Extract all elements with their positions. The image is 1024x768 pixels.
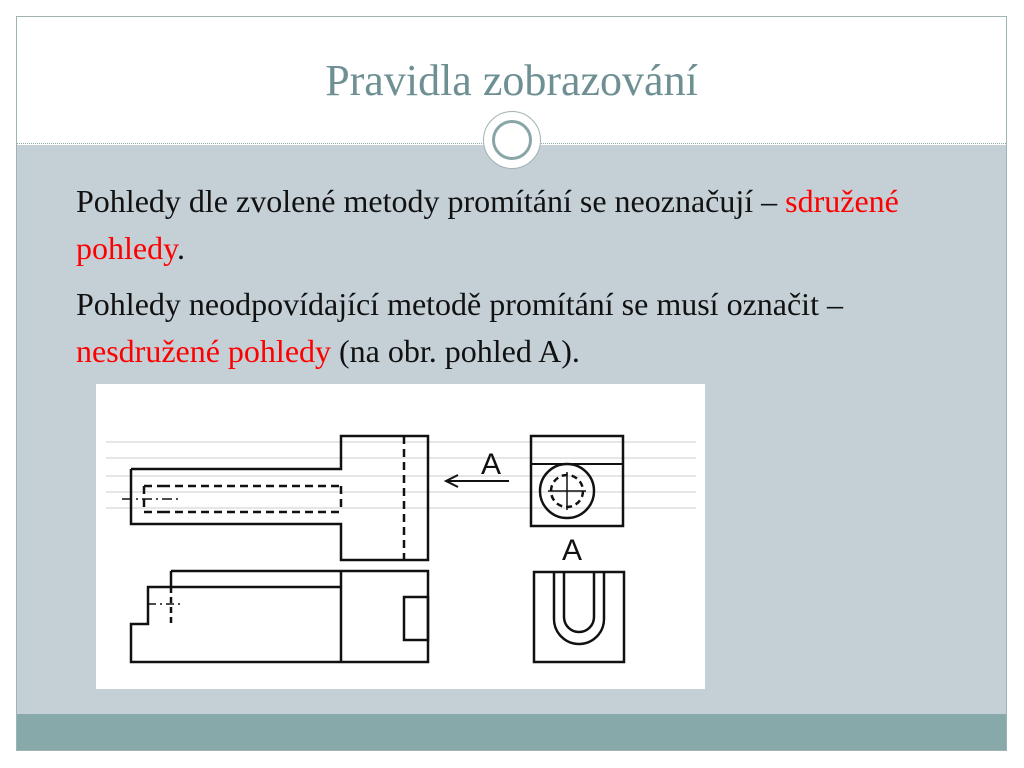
top-view: [131, 571, 428, 662]
slide-title: Pravidla zobrazování: [325, 56, 698, 105]
paragraph-1-text: Pohledy dle zvolené metody promítání se neoznačují –: [76, 183, 786, 219]
technical-drawing: [96, 384, 705, 689]
paragraph-2: [76, 281, 981, 375]
front-view: [122, 436, 428, 560]
paragraph-1-highlight: sdružené pohledy: [76, 183, 899, 266]
side-view: [531, 436, 623, 526]
paragraph-1-end: .: [177, 230, 186, 266]
technical-drawing-svg: [96, 384, 705, 689]
slide: [16, 16, 1007, 751]
paragraph-1: [76, 178, 981, 272]
view-label-arrow: A: [481, 448, 502, 481]
paragraph-2-highlight: nesdružené pohledy: [76, 333, 332, 369]
paragraph-2-text: Pohledy neodpovídající metodě promítání se musí označit –: [76, 286, 843, 322]
view-label-bottom: A: [562, 534, 583, 567]
footer-bar: [17, 714, 1006, 750]
view-a: [534, 572, 624, 662]
paragraph-2-end: (na obr. pohled A).: [331, 333, 580, 369]
circle-ornament-icon: [483, 111, 541, 169]
faint-scan-texture: [106, 442, 696, 508]
